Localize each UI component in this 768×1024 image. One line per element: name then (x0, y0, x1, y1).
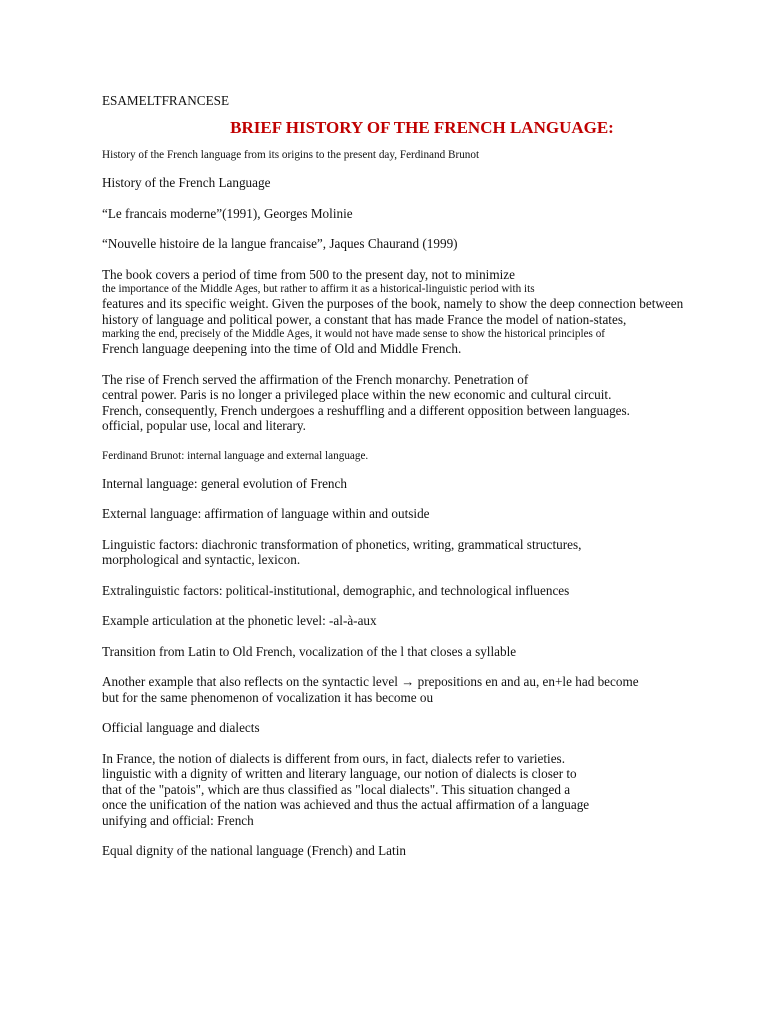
reference-text: “Le francais moderne”(1991), Georges Molinie (102, 205, 353, 221)
paragraph-line: Linguistic factors: diachronic transformation of phonetics, writing, grammatical structures, (102, 536, 582, 552)
reference-2 (102, 206, 742, 222)
paragraph-line: features and its specific weight. Given the purposes of the book, namely to show the deep connection between (102, 296, 684, 311)
paragraph-line: Equal dignity of the national language (French) and Latin (102, 843, 406, 858)
paragraph-line: official, popular use, local and literary. (102, 418, 306, 433)
paragraph-line: French, consequently, French undergoes a reshuffling and a different opposition between languages. (102, 402, 630, 418)
syntactic-example (102, 674, 742, 705)
paragraph-line: Official language and dialects (102, 720, 260, 735)
internal-language (102, 476, 742, 492)
brunot-note (102, 449, 742, 463)
paragraph-line: The book covers a period of time from 500 to the present day, not to minimize (102, 266, 515, 282)
paragraph-line: history of language and political power, a constant that has made France the model of nation-states, (102, 311, 627, 327)
linguistic-factors (102, 537, 742, 568)
paragraph-line: Ferdinand Brunot: internal language and external language. (102, 449, 369, 462)
reference-text: “Nouvelle histoire de la langue francaise”, Jaques Chaurand (1999) (102, 236, 458, 251)
subtitle: History of the French language from its origins to the present day, Ferdinand Brunot (102, 149, 480, 161)
paragraph-dialects (102, 751, 742, 829)
paragraph-line: that of the "patois", which are thus classified as "local dialects". This situation changed a (102, 781, 571, 797)
reference-text: History of the French Language (102, 175, 271, 190)
paragraph-line: External language: affirmation of language within and outside (102, 506, 430, 521)
document-header: ESAMELTFRANCESE (102, 93, 230, 108)
paragraph-line: but for the same phenomenon of vocalization it has become ou (102, 689, 434, 705)
paragraph-line: Another example that also reflects on the syntactic level → prepositions en and au, en+le had become (102, 674, 639, 689)
paragraph-line: linguistic with a dignity of written and literary language, our notion of dialects is closer to (102, 766, 577, 781)
reference-1 (102, 175, 742, 191)
paragraph-line: Transition from Latin to Old French, vocalization of the l that closes a syllable (102, 643, 517, 659)
paragraph-line: central power. Paris is no longer a privileged place within the new economic and cultural circuit. (102, 387, 612, 402)
paragraph-line: marking the end, precisely of the Middle Ages, it would not have made sense to show the historical principles of (102, 328, 606, 340)
equal-dignity (102, 843, 742, 859)
extralinguistic-factors (102, 583, 742, 599)
paragraph-book-scope (102, 267, 742, 357)
paragraph-line: Internal language: general evolution of French (102, 475, 347, 491)
official-dialects-heading (102, 720, 742, 736)
paragraph-line: Example articulation at the phonetic level: -al-à-aux (102, 613, 377, 628)
phonetic-example (102, 613, 742, 629)
paragraph-line: In France, the notion of dialects is different from ours, in fact, dialects refer to varieties. (102, 750, 565, 766)
subtitle-block (102, 148, 742, 162)
document-page (102, 93, 742, 874)
paragraph-line: morphological and syntactic, lexicon. (102, 552, 301, 567)
paragraph-rise-of-french (102, 372, 742, 434)
document-title: BRIEF HISTORY OF THE FRENCH LANGUAGE: (230, 118, 614, 137)
external-language (102, 506, 742, 522)
paragraph-line: The rise of French served the affirmation of the French monarchy. Penetration of (102, 371, 529, 387)
paragraph-line: unifying and official: French (102, 812, 254, 828)
reference-3 (102, 236, 742, 252)
paragraph-line: the importance of the Middle Ages, but rather to affirm it as a historical-linguistic period with its (102, 283, 535, 295)
latin-transition (102, 644, 742, 660)
paragraph-line: French language deepening into the time of Old and Middle French. (102, 341, 462, 356)
paragraph-line: Extralinguistic factors: political-institutional, demographic, and technological influences (102, 582, 570, 598)
paragraph-line: once the unification of the nation was achieved and thus the actual affirmation of a language (102, 797, 590, 812)
